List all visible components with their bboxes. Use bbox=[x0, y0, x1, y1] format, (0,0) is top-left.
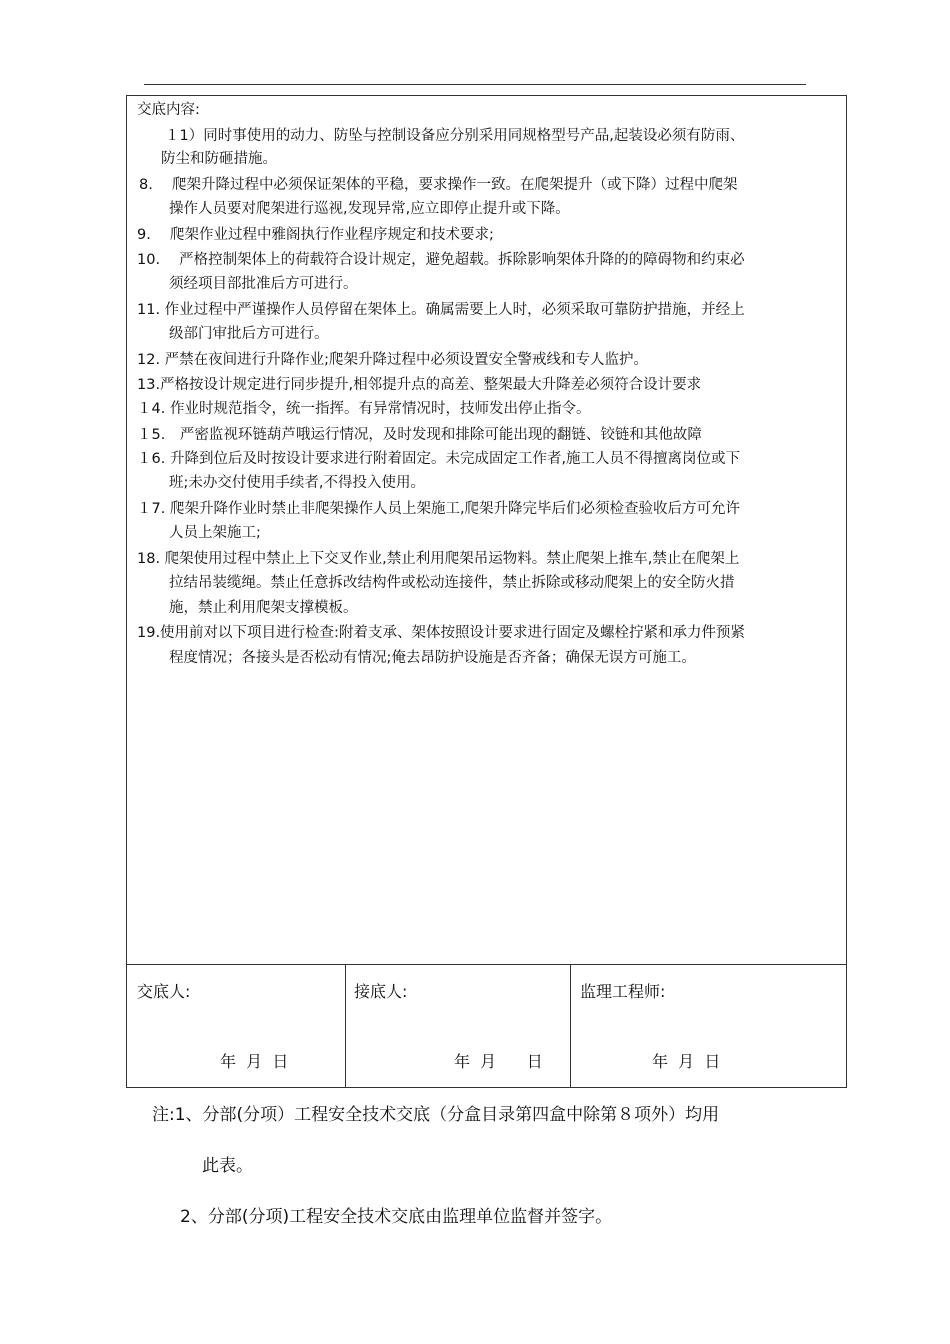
content-line: 防尘和防砸措施。 bbox=[161, 151, 277, 167]
content-line: 18. 爬架使用过程中禁止上下交叉作业,禁止利用爬架吊运物料。禁止爬架上推车,禁止在爬架上 bbox=[137, 551, 740, 567]
header-rule bbox=[144, 84, 806, 85]
content-line: 13.严格按设计规定进行同步提升,相邻提升点的高差、整架最大升降差必须符合设计要求 bbox=[137, 377, 702, 393]
content-line: １1）同时事使用的动力、防坠与控制设备应分别采用同规格型号产品,起装设必须有防雨、 bbox=[165, 128, 745, 144]
content-cell bbox=[127, 96, 846, 965]
signature-cell-supervisor bbox=[571, 965, 846, 1087]
content-line: 19.使用前对以下项目进行检查:附着支承、架体按照设计要求进行固定及螺栓拧紧和承力件预紧 bbox=[137, 625, 745, 641]
disclosure-table bbox=[126, 95, 847, 1088]
supervisor-date: 年 月 日 bbox=[652, 1052, 721, 1071]
discloser-date: 年 月 日 bbox=[220, 1052, 289, 1071]
content-line: １6. 升降到位后及时按设计要求进行附着固定。未完成固定工作者,施工人员不得擅离岗位或下 bbox=[137, 451, 741, 467]
content-line: 程度情况；各接头是否松动有情况;俺去昂防护设施是否齐备；确保无误方可施工。 bbox=[169, 650, 696, 666]
content-line: 操作人员要对爬架进行巡视,发现异常,应立即停止提升或下降。 bbox=[169, 201, 570, 217]
content-line: 11. 作业过程中严谨操作人员停留在架体上。确属需要上人时，必须采取可靠防护措施，并经上 bbox=[137, 302, 745, 318]
content-line: 级部门审批后方可进行。 bbox=[169, 326, 329, 342]
content-line: 9. 爬架作业过程中雅阁执行作业程序规定和技术要求; bbox=[137, 227, 494, 243]
note-line-1: 注:1、分部(分项）工程安全技术交底（分盒目录第四盒中除第８项外）均用 bbox=[152, 1105, 720, 1125]
content-heading: 交底内容: bbox=[137, 102, 200, 118]
receiver-label: 接底人: bbox=[354, 982, 408, 1001]
content-line: １7. 爬架升降作业时禁止非爬架操作人员上架施工,爬架升降完毕后们必须检查验收后方可允许 bbox=[137, 501, 741, 517]
content-line: 12. 严禁在夜间进行升降作业;爬架升降过程中必须设置安全警戒线和专人监护。 bbox=[137, 352, 649, 368]
note-line-2: 2、分部(分项)工程安全技术交底由监理单位监督并签字。 bbox=[180, 1207, 613, 1227]
content-line: 须经项目部批准后方可进行。 bbox=[169, 276, 358, 292]
content-line: １5. 严密监视环链葫芦哦运行情况，及时发现和排除可能出现的翻链、铰链和其他故障 bbox=[137, 427, 702, 443]
signature-cell-discloser bbox=[127, 965, 346, 1087]
discloser-label: 交底人: bbox=[137, 982, 191, 1001]
content-line: 施，禁止利用爬架支撑模板。 bbox=[169, 600, 358, 616]
content-line: 班;未办交付使用手续者,不得投入使用。 bbox=[169, 475, 425, 491]
note-line-1-cont: 此表。 bbox=[202, 1156, 253, 1176]
content-line: １4. 作业时规范指令，统一指挥。有异常情况时，技师发出停止指令。 bbox=[137, 401, 591, 417]
content-line: 人员上架施工; bbox=[169, 525, 261, 541]
supervisor-label: 监理工程师: bbox=[580, 982, 666, 1001]
content-line: 8. 爬架升降过程中必须保证架体的平稳，要求操作一致。在爬架提升（或下降）过程中爬架 bbox=[139, 177, 738, 193]
content-line: 10. 严格控制架体上的荷载符合设计规定，避免超载。拆除影响架体升降的的障碍物和约束必 bbox=[137, 252, 745, 268]
content-line: 拉结吊装缆绳。禁止任意拆改结构件或松动连接件，禁止拆除或移动爬架上的安全防火措 bbox=[169, 575, 735, 591]
receiver-date: 年 月 日 bbox=[454, 1052, 543, 1071]
signature-cell-receiver bbox=[346, 965, 571, 1087]
